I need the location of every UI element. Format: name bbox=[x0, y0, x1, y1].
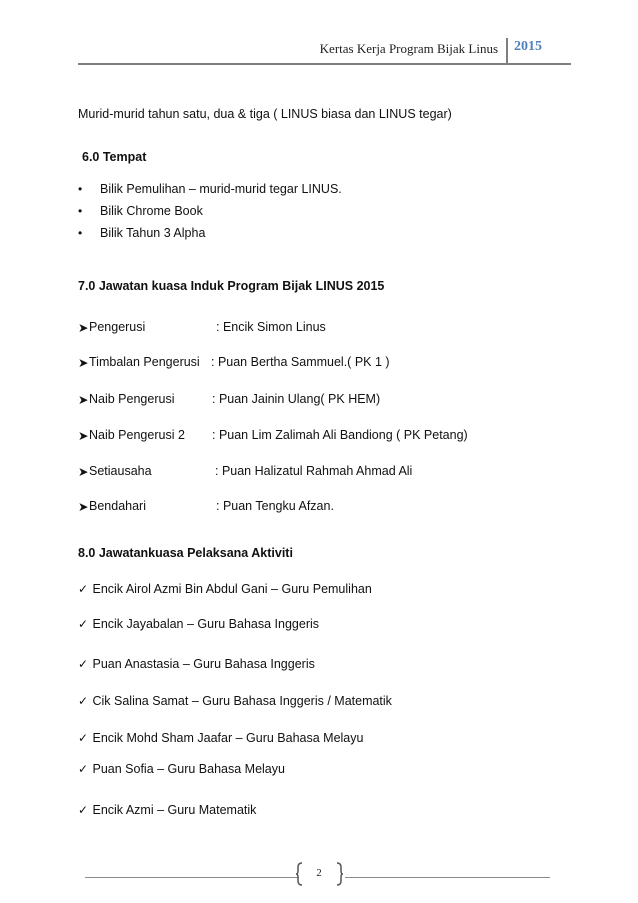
committee-member: : Puan Lim Zalimah Ali Bandiong ( PK Petang) bbox=[212, 428, 468, 442]
checkmark-icon: ✓ bbox=[78, 617, 89, 631]
committee-member: : Puan Jainin Ulang( PK HEM) bbox=[212, 392, 381, 406]
member-text: Cik Salina Samat – Guru Bahasa Inggeris / Matematik bbox=[92, 694, 392, 708]
committee-row bbox=[78, 392, 381, 410]
section-7-heading: 7.0 Jawatan kuasa Induk Program Bijak LINUS 2015 bbox=[78, 279, 385, 293]
committee-row bbox=[78, 464, 413, 482]
section-8-heading: 8.0 Jawatankuasa Pelaksana Aktiviti bbox=[78, 546, 293, 560]
member-item bbox=[78, 762, 285, 776]
committee-role: Setiausaha bbox=[89, 464, 152, 478]
member-item bbox=[78, 617, 319, 631]
member-item bbox=[78, 803, 256, 817]
footer-rule-left bbox=[85, 877, 299, 878]
arrow-bullet-icon: ➤ bbox=[78, 393, 89, 407]
checkmark-icon: ✓ bbox=[78, 803, 89, 817]
member-text: Encik Mohd Sham Jaafar – Guru Bahasa Melayu bbox=[92, 731, 364, 745]
committee-row bbox=[78, 499, 334, 517]
header-title: Kertas Kerja Program Bijak Linus bbox=[319, 41, 498, 56]
location-item: Bilik Pemulihan – murid-murid tegar LINUS. bbox=[100, 182, 342, 196]
location-item: Bilik Tahun 3 Alpha bbox=[100, 226, 206, 240]
member-item bbox=[78, 657, 315, 671]
committee-row bbox=[78, 320, 326, 338]
arrow-bullet-icon: ➤ bbox=[78, 429, 89, 443]
member-text: Encik Azmi – Guru Matematik bbox=[92, 803, 257, 817]
checkmark-icon: ✓ bbox=[78, 694, 89, 708]
committee-row bbox=[78, 428, 468, 446]
arrow-bullet-icon: ➤ bbox=[78, 321, 89, 335]
bullet-icon: • bbox=[78, 226, 83, 240]
checkmark-icon: ✓ bbox=[78, 762, 89, 776]
committee-row bbox=[78, 355, 390, 373]
committee-role: Timbalan Pengerusi bbox=[89, 355, 200, 369]
footer-rule-right bbox=[345, 877, 550, 878]
committee-member: : Encik Simon Linus bbox=[216, 320, 326, 334]
page-header bbox=[0, 38, 638, 68]
checkmark-icon: ✓ bbox=[78, 731, 89, 745]
committee-role: Bendahari bbox=[89, 499, 146, 513]
committee-role: Pengerusi bbox=[89, 320, 146, 334]
member-text: Puan Anastasia – Guru Bahasa Inggeris bbox=[92, 657, 315, 671]
arrow-bullet-icon: ➤ bbox=[78, 465, 89, 479]
committee-member: : Puan Halizatul Rahmah Ahmad Ali bbox=[215, 464, 413, 478]
committee-member: : Puan Bertha Sammuel.( PK 1 ) bbox=[211, 355, 390, 369]
committee-role: Naib Pengerusi bbox=[89, 392, 175, 406]
member-item bbox=[78, 731, 363, 745]
member-item bbox=[78, 582, 372, 596]
location-item: Bilik Chrome Book bbox=[100, 204, 203, 218]
checkmark-icon: ✓ bbox=[78, 582, 89, 596]
page-number: 2 bbox=[316, 867, 322, 879]
member-text: Encik Airol Azmi Bin Abdul Gani – Guru Pemulihan bbox=[92, 582, 372, 596]
member-text: Encik Jayabalan – Guru Bahasa Inggeris bbox=[92, 617, 320, 631]
checkmark-icon: ✓ bbox=[78, 657, 89, 671]
bullet-icon: • bbox=[78, 182, 83, 196]
member-item bbox=[78, 694, 392, 708]
bullet-icon: • bbox=[78, 204, 83, 218]
arrow-bullet-icon: ➤ bbox=[78, 356, 89, 370]
section-6-heading: 6.0 Tempat bbox=[82, 150, 147, 164]
arrow-bullet-icon: ➤ bbox=[78, 500, 89, 514]
footer-right-bracket-icon bbox=[335, 862, 343, 886]
committee-role: Naib Pengerusi 2 bbox=[89, 428, 185, 442]
header-year: 2015 bbox=[514, 39, 542, 54]
header-divider bbox=[506, 38, 508, 64]
header-rule bbox=[78, 63, 571, 65]
committee-member: : Puan Tengku Afzan. bbox=[216, 499, 334, 513]
member-text: Puan Sofia – Guru Bahasa Melayu bbox=[92, 762, 285, 776]
intro-text: Murid-murid tahun satu, dua & tiga ( LINUS biasa dan LINUS tegar) bbox=[78, 107, 452, 121]
